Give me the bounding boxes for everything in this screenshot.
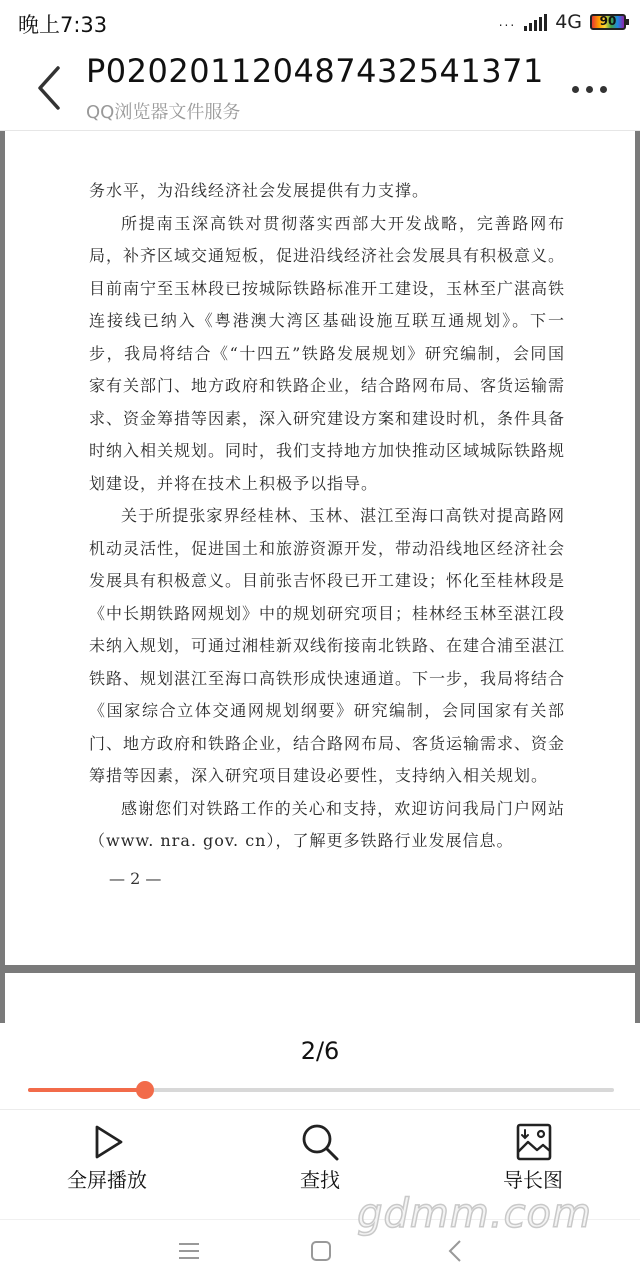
more-dot-icon bbox=[586, 86, 593, 93]
app-header bbox=[0, 44, 640, 131]
network-type: 4G bbox=[555, 11, 582, 33]
paragraph: 务水平，为沿线经济社会发展提供有力支撑。 bbox=[89, 181, 430, 200]
more-dot-icon bbox=[600, 86, 607, 93]
paragraph: 所提南玉深高铁对贯彻落实西部大开发战略，完善路网布局，补齐区域交通短板，促进沿线经济社会发展具有积极意义。目前南宁至玉林段已按城际铁路标准开工建设，玉林至广湛高铁连接线已纳入《粤港澳大湾区基础设施互联互通规划》。下一步，我局将结合《“十四五”铁路发展规划》研究编制，会同国家有关部门、地方政府和铁路企业，结合路网布局、客货运输需求、资金筹措等因素，深入研究建设方案和建设时机，条件具备时纳入相关规划。同时，我们支持地方加快推动区域城际铁路规划建设，并将在技术上积极予以指导。 bbox=[89, 213, 566, 493]
status-time: 晚上7:33 bbox=[18, 13, 108, 37]
watermark: gdmm.com bbox=[357, 1191, 592, 1237]
back-triangle-icon bbox=[440, 1236, 470, 1266]
document-page bbox=[5, 131, 635, 965]
document-viewer[interactable] bbox=[0, 131, 640, 1023]
export-long-image-label: 导长图 bbox=[503, 1168, 563, 1192]
fullscreen-play-button[interactable] bbox=[32, 1110, 182, 1196]
slider-thumb[interactable] bbox=[136, 1081, 154, 1099]
more-dot-icon bbox=[572, 86, 579, 93]
notification-dots: ... bbox=[498, 15, 517, 29]
menu-icon bbox=[174, 1236, 204, 1266]
home-square-icon bbox=[306, 1236, 336, 1266]
menu-nav-button[interactable] bbox=[174, 1236, 204, 1266]
page-text bbox=[89, 175, 565, 858]
search-label: 查找 bbox=[300, 1168, 340, 1192]
back-nav-button[interactable] bbox=[440, 1236, 470, 1266]
toolbar bbox=[0, 1109, 640, 1196]
next-page bbox=[5, 973, 635, 1023]
home-nav-button[interactable] bbox=[306, 1236, 336, 1266]
bottom-panel bbox=[0, 1023, 640, 1280]
page-counter: 2/6 bbox=[300, 1037, 340, 1065]
paragraph: 关于所提张家界经桂林、玉林、湛江至海口高铁对提高路网机动灵活性，促进国土和旅游资源开发，带动沿线地区经济社会发展具有积极意义。目前张吉怀段已开工建设；怀化至桂林段是《中长期铁路网规划》中的规划研究项目；桂林经玉林至湛江段未纳入规划，可通过湘桂新双线衔接南北铁路、在建合浦至湛江铁路、规划湛江至海口高铁形成快速通道。下一步，我局将结合《国家综合立体交通网规划纲要》研究编制，会同国家有关部门、地方政府和铁路企业，结合路网布局、客货运输需求、资金筹措等因素，深入研究项目建设必要性，支持纳入相关规划。 bbox=[89, 506, 566, 785]
battery-icon bbox=[590, 14, 626, 30]
play-icon bbox=[87, 1122, 127, 1162]
search-button[interactable] bbox=[245, 1110, 395, 1196]
fullscreen-play-label: 全屏播放 bbox=[67, 1168, 147, 1192]
status-icons bbox=[499, 10, 626, 34]
chevron-left-icon bbox=[30, 60, 70, 116]
status-bar bbox=[0, 0, 640, 44]
document-title: P020201120487432541371 bbox=[86, 52, 544, 90]
long-image-icon bbox=[513, 1122, 553, 1162]
paragraph: 感谢您们对铁路工作的关心和支持，欢迎访问我局门户网站（www. nra. gov. cn），了解更多铁路行业发展信息。 bbox=[89, 798, 565, 850]
signal-icon bbox=[524, 13, 547, 31]
document-subtitle: QQ浏览器文件服务 bbox=[86, 102, 241, 123]
slider-fill bbox=[28, 1088, 145, 1092]
export-long-image-button[interactable] bbox=[458, 1110, 608, 1196]
page-number: — 2 — bbox=[109, 869, 162, 888]
battery-level: 90 bbox=[599, 14, 617, 28]
search-icon bbox=[300, 1122, 340, 1162]
more-options-button[interactable] bbox=[572, 74, 612, 104]
back-button[interactable] bbox=[30, 60, 70, 116]
page-slider[interactable] bbox=[28, 1083, 614, 1097]
